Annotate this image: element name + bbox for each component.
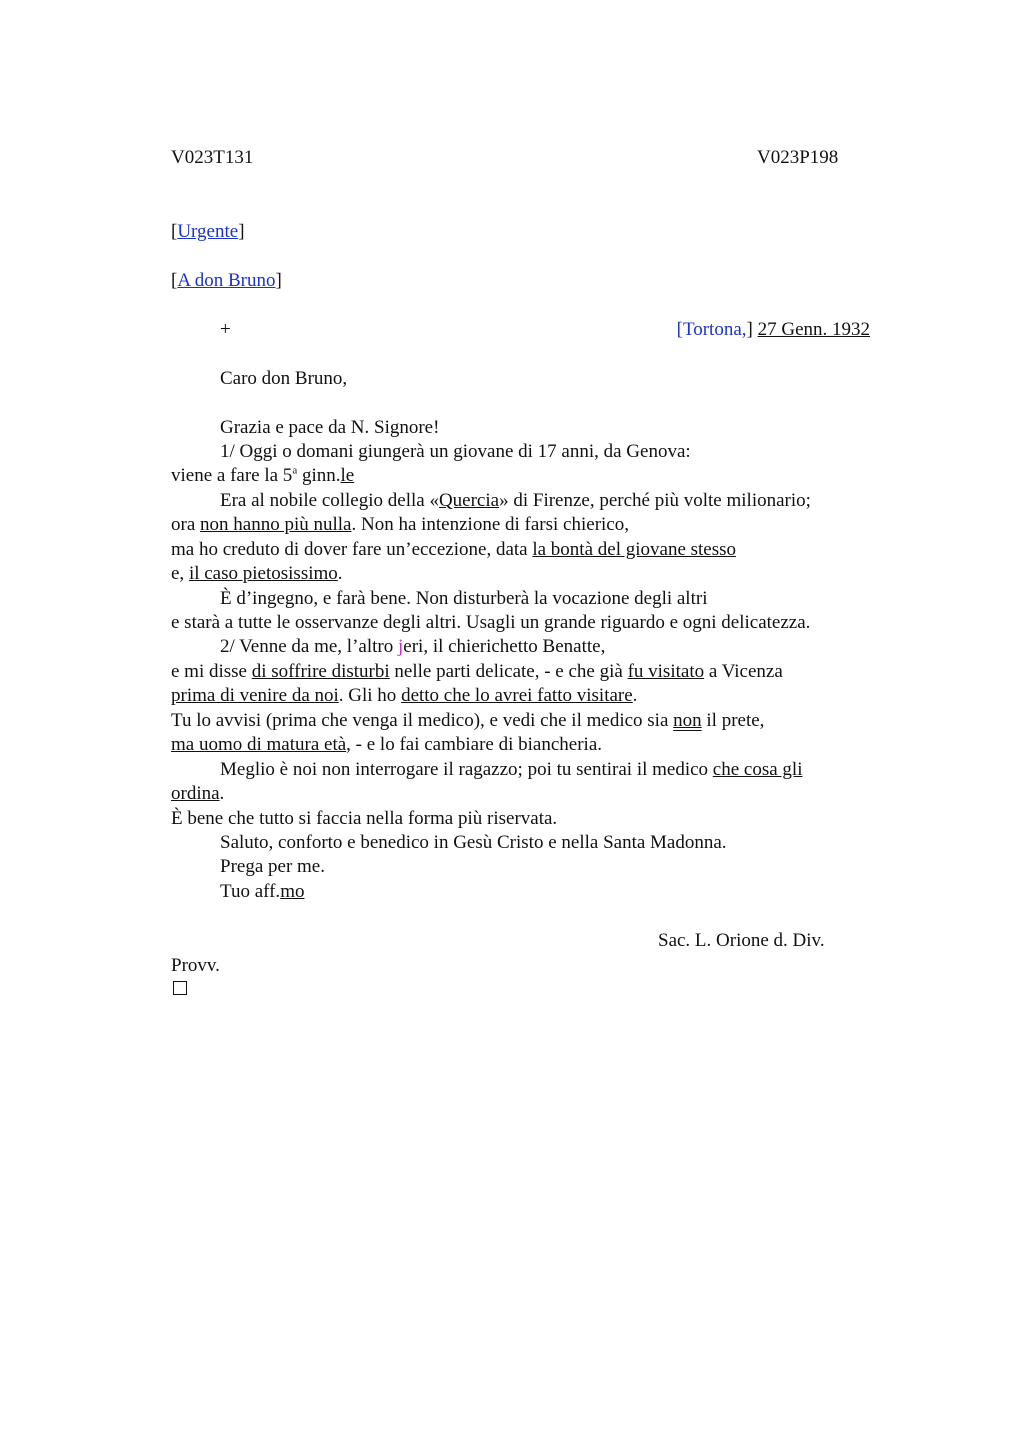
body-line-8: e starà a tutte le osservanze degli altri. Usagli un grande riguardo e ogni delicatezza. [171, 612, 811, 633]
greeting: Grazia e pace da N. Signore! [220, 417, 440, 438]
body-line-5: ma ho creduto di dover fare un’eccezione, data la bontà del giovane stesso [171, 539, 737, 560]
signature: Sac. L. Orione d. Div. [658, 930, 825, 951]
recipient-link[interactable]: A don Bruno [177, 270, 276, 291]
body-line-1: 1/ Oggi o domani giungerà un giovane di 17 anni, da Genova: [220, 441, 691, 462]
body-line-11: prima di venire da noi. Gli ho detto che lo avrei fatto visitare. [171, 685, 638, 706]
body-line-16: È bene che tutto si faccia nella forma più riservata. [171, 808, 558, 829]
body-line-13: ma uomo di matura età, - e lo fai cambiare di biancheria. [171, 734, 603, 755]
body-line-15: ordina. [171, 783, 225, 804]
letter-date: 27 Genn. 1932 [757, 319, 870, 340]
closing: Tuo aff.mo [220, 881, 305, 902]
provv-note: Provv. [171, 955, 220, 976]
body-line-4: ora non hanno più nulla. Non ha intenzione di farsi chierico, [171, 514, 629, 535]
body-line-12: Tu lo avvisi (prima che venga il medico), e vedi che il medico sia non il prete, [171, 710, 765, 731]
urgent-note: [Urgente] [171, 221, 245, 242]
checkbox-icon[interactable] [173, 981, 187, 995]
document-code-left: V023T131 [171, 147, 254, 168]
document-code-right: V023P198 [757, 147, 839, 168]
body-line-9: 2/ Venne da me, l’altro jeri, il chierichetto Benatte, [220, 636, 606, 657]
body-line-14: Meglio è noi non interrogare il ragazzo; poi tu sentirai il medico che cosa gli [220, 759, 803, 780]
body-line-10: e mi disse di soffrire disturbi nelle parti delicate, - e che già fu visitato a Vicenza [171, 661, 783, 682]
body-line-7: È d’ingegno, e farà bene. Non disturberà la vocazione degli altri [220, 588, 708, 609]
recipient-note: [A don Bruno] [171, 270, 282, 291]
body-line-17: Saluto, conforto e benedico in Gesù Cristo e nella Santa Madonna. [220, 832, 727, 853]
salutation: Caro don Bruno, [220, 368, 348, 389]
body-line-18: Prega per me. [220, 856, 325, 877]
place-name: Tortona, [682, 319, 747, 340]
urgent-link[interactable]: Urgente [177, 221, 239, 242]
body-line-3: Era al nobile collegio della «Quercia» di Firenze, perché più volte milionario; [220, 490, 811, 511]
cross-mark: + [220, 319, 231, 340]
body-line-6: e, il caso pietosissimo. [171, 563, 343, 584]
dateline: [Tortona,] 27 Genn. 1932 [676, 319, 870, 340]
body-line-2: viene a fare la 5$^a$ ginn.le [171, 464, 355, 486]
